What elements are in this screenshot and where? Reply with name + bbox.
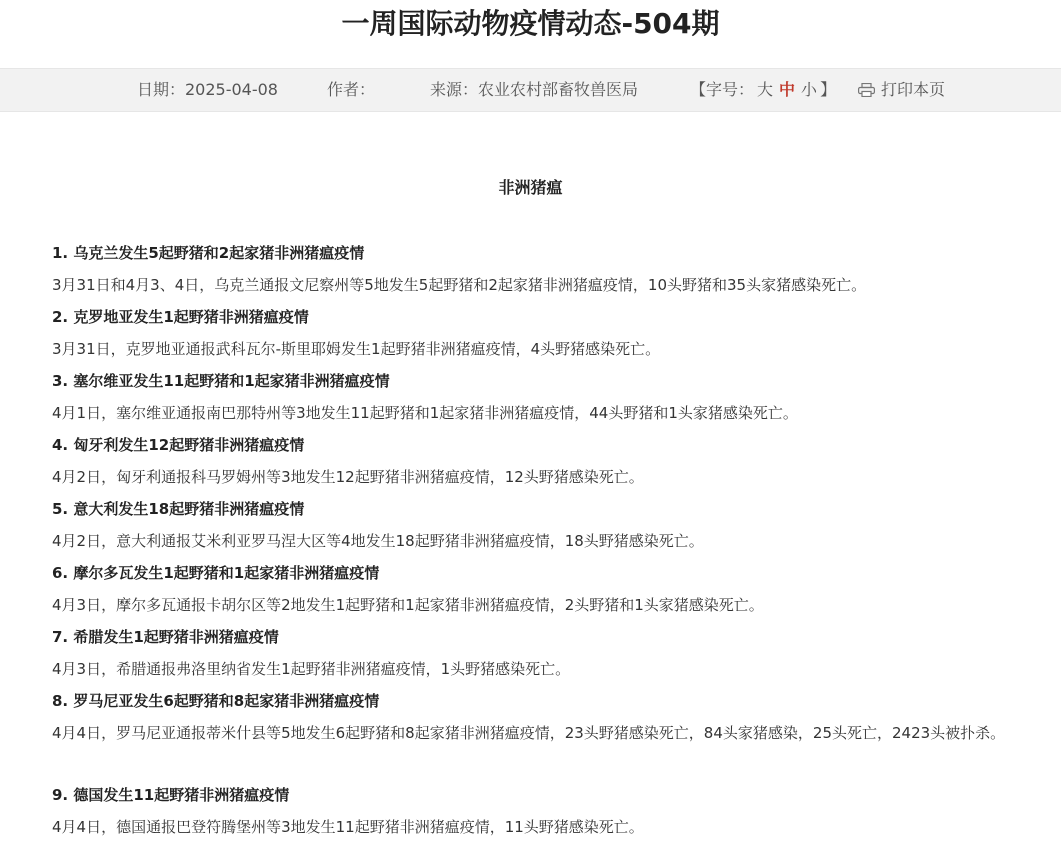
news-heading: 2. 克罗地亚发生1起野猪非洲猪瘟疫情 (52, 308, 309, 326)
font-size-medium-button[interactable]: 中 (779, 80, 796, 99)
source: 来源：农业农村部畜牧兽医局 (430, 80, 639, 99)
print-page-button[interactable] (858, 69, 945, 111)
news-body: 4月4日，罗马尼亚通报蒂米什县等5地发生6起野猪和8起家猪非洲猪瘟疫情，23头野猪感染死亡，84头家猪感染，25头死亡，2423头被扑杀。 (52, 724, 1006, 742)
news-body: 4月1日，塞尔维亚通报南巴那特州等3地发生11起野猪和1起家猪非洲猪瘟疫情，44头野猪和1头家猪感染死亡。 (52, 404, 798, 422)
author: 作者： (327, 80, 376, 99)
news-heading: 3. 塞尔维亚发生11起野猪和1起家猪非洲猪瘟疫情 (52, 372, 390, 390)
news-heading: 6. 摩尔多瓦发生1起野猪和1起家猪非洲猪瘟疫情 (52, 564, 380, 582)
news-body: 4月3日，希腊通报弗洛里纳省发生1起野猪非洲猪瘟疫情，1头野猪感染死亡。 (52, 660, 571, 678)
font-size-suffix: 】 (820, 80, 837, 99)
font-size-small-button[interactable]: 小 (801, 80, 818, 99)
news-list (20, 242, 1045, 848)
news-body: 3月31日，克罗地亚通报武科瓦尔-斯里耶姆发生1起野猪非洲猪瘟疫情，4头野猪感染死亡。 (52, 340, 661, 358)
article-meta-bar (0, 68, 1061, 112)
news-body: 4月3日，摩尔多瓦通报卡胡尔区等2地发生1起野猪和1起家猪非洲猪瘟疫情，2头野猪和1头家猪感染死亡。 (52, 596, 764, 614)
news-heading: 7. 希腊发生1起野猪非洲猪瘟疫情 (52, 628, 279, 646)
font-size-prefix: 【字号： (690, 80, 755, 99)
print-label: 打印本页 (881, 80, 946, 99)
news-body: 3月31日和4月3、4日，乌克兰通报文尼察州等5地发生5起野猪和2起家猪非洲猪瘟疫情，10头野猪和35头家猪感染死亡。 (52, 276, 867, 294)
news-body: 4月2日，意大利通报艾米利亚罗马涅大区等4地发生18起野猪非洲猪瘟疫情，18头野猪感染死亡。 (52, 532, 704, 550)
news-heading: 8. 罗马尼亚发生6起野猪和8起家猪非洲猪瘟疫情 (52, 692, 380, 710)
news-heading: 9. 德国发生11起野猪非洲猪瘟疫情 (52, 786, 290, 804)
font-size-control (690, 69, 836, 111)
page-title: 一周国际动物疫情动态-504期 (341, 7, 720, 40)
news-heading: 1. 乌克兰发生5起野猪和2起家猪非洲猪瘟疫情 (52, 244, 365, 262)
section-title: 非洲猪瘟 (498, 178, 563, 197)
publish-date: 日期：2025-04-08 (137, 80, 278, 99)
font-size-large-button[interactable]: 大 (757, 80, 774, 99)
news-heading: 4. 匈牙利发生12起野猪非洲猪瘟疫情 (52, 436, 305, 454)
news-body: 4月2日，匈牙利通报科马罗姆州等3地发生12起野猪非洲猪瘟疫情，12头野猪感染死亡。 (52, 468, 644, 486)
printer-icon (858, 83, 875, 97)
news-body: 4月4日，德国通报巴登符腾堡州等3地发生11起野猪非洲猪瘟疫情，11头野猪感染死亡。 (52, 818, 644, 836)
news-heading: 5. 意大利发生18起野猪非洲猪瘟疫情 (52, 500, 305, 518)
